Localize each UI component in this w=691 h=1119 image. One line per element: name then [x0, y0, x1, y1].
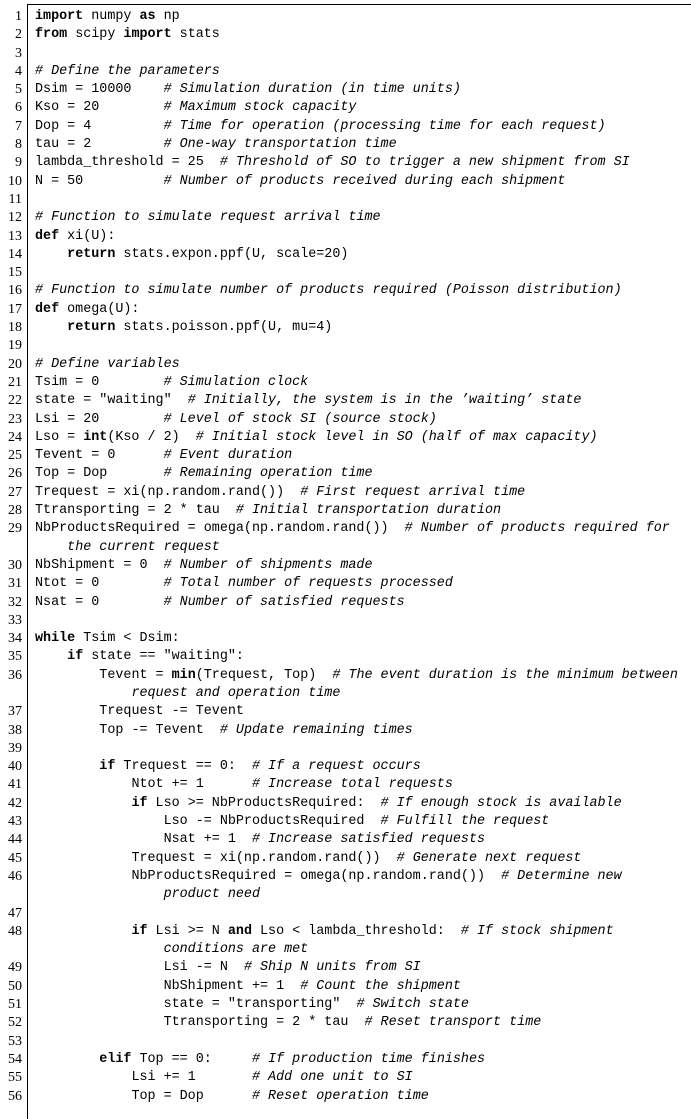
code-text: Lsi += 1 # Add one unit to SI — [35, 1070, 413, 1086]
code-line — [0, 191, 691, 209]
line-number: 34 — [8, 631, 22, 647]
line-number: 25 — [8, 448, 22, 464]
code-line — [0, 575, 691, 593]
code-text: return stats.poisson.ppf(U, mu=4) — [67, 320, 333, 336]
code-line — [0, 81, 691, 99]
code-line — [0, 8, 691, 26]
code-text: Ntot += 1 # Increase total requests — [35, 777, 453, 793]
line-number: 55 — [8, 1070, 22, 1086]
code-line — [0, 722, 691, 740]
line-number: 28 — [8, 503, 22, 519]
line-number: 20 — [8, 356, 22, 372]
line-number: 39 — [8, 740, 22, 756]
line-number: 6 — [15, 100, 22, 116]
code-line — [0, 831, 691, 849]
line-number: 2 — [15, 27, 22, 43]
code-line — [0, 996, 691, 1014]
code-text: elif Top == 0: # If production time finishes — [99, 1051, 486, 1067]
line-number: 8 — [15, 137, 22, 153]
line-number: 54 — [8, 1051, 22, 1067]
code-text: def omega(U): — [35, 301, 140, 317]
line-number: 18 — [8, 320, 22, 336]
line-number: 11 — [8, 191, 22, 207]
code-text-continuation: product need — [35, 887, 261, 903]
code-text: tau = 2 # One-way transportation time — [35, 137, 397, 153]
code-text: # Function to simulate number of products required (Poisson distribution) — [35, 283, 622, 299]
code-text: return stats.expon.ppf(U, scale=20) — [67, 246, 349, 262]
code-text: # Define variables — [35, 356, 180, 372]
code-line — [0, 447, 691, 465]
line-number: 10 — [8, 173, 22, 189]
line-number: 7 — [15, 118, 22, 134]
line-number: 48 — [8, 923, 22, 939]
line-number: 12 — [8, 210, 22, 226]
code-line — [0, 1088, 691, 1106]
line-number: 51 — [8, 997, 22, 1013]
code-line — [0, 795, 691, 813]
line-number: 44 — [8, 832, 22, 848]
line-number: 1 — [15, 9, 22, 24]
code-text-continuation: the current request — [35, 539, 220, 555]
line-number: 13 — [8, 228, 22, 244]
line-number: 35 — [8, 649, 22, 665]
code-text: Lso = int(Kso / 2) # Initial stock level in SO (half of max capacity) — [35, 429, 598, 445]
code-text: Trequest = xi(np.random.rand()) # Generate next request — [35, 850, 582, 866]
code-line — [0, 959, 691, 977]
line-number: 14 — [8, 246, 22, 262]
code-line — [0, 813, 691, 831]
code-line — [0, 868, 691, 905]
line-number: 36 — [8, 667, 22, 683]
code-line — [0, 228, 691, 246]
code-line — [0, 1033, 691, 1051]
code-line — [0, 612, 691, 630]
code-line — [0, 392, 691, 410]
line-number: 30 — [8, 557, 22, 573]
code-text: if state == "waiting": — [67, 649, 244, 665]
code-text: Tevent = min(Trequest, Top) # The event duration is the minimum between — [35, 667, 678, 683]
line-number: 19 — [8, 338, 22, 354]
code-line — [0, 484, 691, 502]
line-number: 4 — [15, 63, 22, 79]
code-line — [0, 502, 691, 520]
code-line — [0, 45, 691, 63]
code-line — [0, 374, 691, 392]
line-number: 52 — [8, 1015, 22, 1031]
code-line — [0, 173, 691, 191]
line-number: 21 — [8, 374, 22, 390]
code-text: Top -= Tevent # Update remaining times — [35, 722, 413, 738]
code-line — [0, 520, 691, 557]
code-line — [0, 703, 691, 721]
code-text: import numpy as np — [35, 9, 180, 24]
code-line — [0, 118, 691, 136]
code-line — [0, 99, 691, 117]
code-line — [0, 264, 691, 282]
line-number: 17 — [8, 301, 22, 317]
line-number: 31 — [8, 576, 22, 592]
code-line — [0, 594, 691, 612]
code-text: NbProductsRequired = omega(np.random.rand()) # Number of products required for — [35, 521, 670, 537]
code-line — [0, 63, 691, 81]
line-number: 33 — [8, 612, 22, 628]
line-number: 32 — [8, 594, 22, 610]
code-line — [0, 282, 691, 300]
code-text: NbShipment += 1 # Count the shipment — [35, 978, 461, 994]
code-text: N = 50 # Number of products received during each shipment — [35, 173, 566, 189]
line-number: 49 — [8, 960, 22, 976]
code-line — [0, 978, 691, 996]
line-number: 26 — [8, 466, 22, 482]
code-text: # Function to simulate request arrival time — [35, 210, 381, 226]
code-text: Trequest -= Tevent — [35, 704, 244, 720]
code-line — [0, 411, 691, 429]
code-text: Lsi -= N # Ship N units from SI — [35, 960, 421, 976]
line-number: 9 — [15, 155, 22, 171]
line-number: 24 — [8, 429, 22, 445]
code-text-continuation: request and operation time — [35, 685, 341, 701]
line-number: 50 — [8, 978, 22, 994]
code-text: Ttransporting = 2 * tau # Reset transport time — [35, 1015, 542, 1031]
code-line — [0, 776, 691, 794]
code-text: Dop = 4 # Time for operation (processing time for each request) — [35, 118, 606, 134]
code-line — [0, 923, 691, 960]
code-text-continuation: conditions are met — [35, 942, 309, 958]
line-number: 22 — [8, 393, 22, 409]
code-line — [0, 905, 691, 923]
code-line — [0, 356, 691, 374]
line-number: 45 — [8, 850, 22, 866]
code-text: Ttransporting = 2 * tau # Initial transportation duration — [35, 503, 502, 519]
line-number: 56 — [8, 1088, 22, 1104]
line-number: 43 — [8, 814, 22, 830]
code-text: Nsat = 0 # Number of satisfied requests — [35, 594, 405, 610]
code-text: lambda_threshold = 25 # Threshold of SO to trigger a new shipment from SI — [35, 155, 630, 171]
line-number: 3 — [15, 45, 22, 61]
line-number: 5 — [15, 82, 22, 98]
code-line — [0, 630, 691, 648]
code-text: NbProductsRequired = omega(np.random.rand()) # Determine new — [35, 868, 622, 884]
code-text: Kso = 20 # Maximum stock capacity — [35, 100, 357, 116]
code-line — [0, 648, 691, 666]
code-text: Tevent = 0 # Event duration — [35, 448, 293, 464]
code-text: state = "transporting" # Switch state — [35, 997, 469, 1013]
line-number: 42 — [8, 795, 22, 811]
line-number: 38 — [8, 722, 22, 738]
code-line — [0, 246, 691, 264]
code-text: Tsim = 0 # Simulation clock — [35, 374, 309, 390]
code-text: NbShipment = 0 # Number of shipments made — [35, 557, 373, 573]
line-number: 15 — [8, 265, 22, 281]
code-line — [0, 667, 691, 704]
code-text: Top = Dop # Remaining operation time — [35, 466, 373, 482]
line-number: 27 — [8, 484, 22, 500]
code-line — [0, 154, 691, 172]
code-line — [0, 26, 691, 44]
code-line — [0, 557, 691, 575]
code-line — [0, 209, 691, 227]
code-lines — [0, 8, 691, 1106]
code-text: Top = Dop # Reset operation time — [35, 1088, 429, 1104]
code-text: if Trequest == 0: # If a request occurs — [99, 759, 421, 775]
code-text: from scipy import stats — [35, 27, 220, 43]
code-line — [0, 465, 691, 483]
code-line — [0, 740, 691, 758]
code-text: if Lsi >= N and Lso < lambda_threshold: # If stock shipment — [131, 923, 614, 939]
line-number: 37 — [8, 704, 22, 720]
line-number: 53 — [8, 1033, 22, 1049]
code-text: while Tsim < Dsim: — [35, 631, 180, 647]
code-text: # Define the parameters — [35, 63, 220, 79]
code-line — [0, 1014, 691, 1032]
code-text: if Lso >= NbProductsRequired: # If enough stock is available — [131, 795, 622, 811]
line-number: 47 — [8, 905, 22, 921]
line-number: 16 — [8, 283, 22, 299]
line-number: 29 — [8, 521, 22, 537]
line-number: 41 — [8, 777, 22, 793]
code-line — [0, 1069, 691, 1087]
code-line — [0, 337, 691, 355]
code-text: state = "waiting" # Initially, the system is in the ’waiting’ state — [35, 393, 582, 409]
code-text: Lsi = 20 # Level of stock SI (source stock) — [35, 411, 437, 427]
code-line — [0, 758, 691, 776]
code-line — [0, 319, 691, 337]
code-text: Ntot = 0 # Total number of requests processed — [35, 576, 453, 592]
code-line — [0, 1051, 691, 1069]
code-line — [0, 136, 691, 154]
code-text: def xi(U): — [35, 228, 116, 244]
code-line — [0, 850, 691, 868]
line-number: 40 — [8, 759, 22, 775]
code-text: Dsim = 10000 # Simulation duration (in time units) — [35, 82, 461, 98]
line-number: 23 — [8, 411, 22, 427]
code-line — [0, 301, 691, 319]
code-line — [0, 429, 691, 447]
line-number: 46 — [8, 868, 22, 884]
code-text: Lso -= NbProductsRequired # Fulfill the request — [35, 814, 550, 830]
code-text: Trequest = xi(np.random.rand()) # First request arrival time — [35, 484, 526, 500]
code-text: Nsat += 1 # Increase satisfied requests — [35, 832, 486, 848]
